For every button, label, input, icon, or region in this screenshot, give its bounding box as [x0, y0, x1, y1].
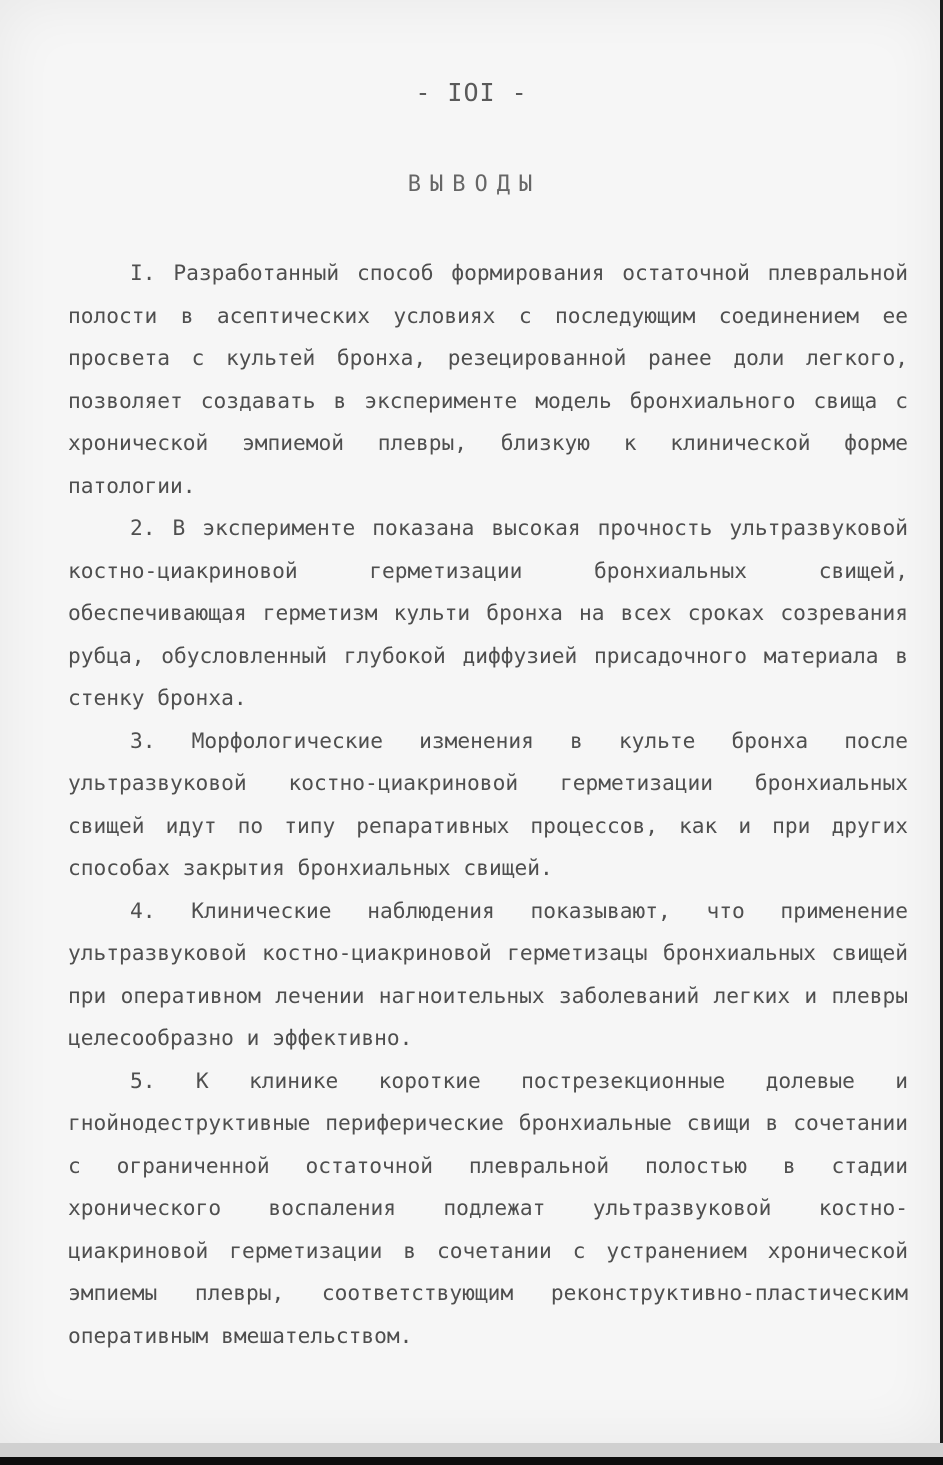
conclusion-item-1: I. Разработанный способ формирования остаточной плевральной полости в асептических условиях с последующим соединением ее просвета с культей бронха, резецированной ранее доли легкого, позволяет создавать в эксперименте модель бронхиального свища с хронической эмпиемой плевры, близкую к клинической форме патологии. [68, 260, 908, 498]
conclusion-item-4: 4. Клинические наблюдения показывают, что применение ультразвуковой костно-циакриновой герметизацы бронхиальных свищей при оперативном лечении нагноительных заболеваний легких и плевры целесообразно и эффективно. [68, 897, 908, 1050]
conclusion-item-3: 3. Морфологические изменения в культе бронха после ультразвуковой костно-циакриновой герметизации бронхиальных свищей идут по типу репаративных процессов, как и при других способах закрытия бронхиальных свищей. [68, 727, 908, 880]
page-number: - IOI - [415, 78, 528, 107]
conclusion-item-2: 2. В эксперименте показана высокая прочность ультразвуковой костно-циакриновой герметизации бронхиальных свищей, обеспечивающая герметизм культи бронха на всех сроках созревания рубца, обусловленный глубокой диффузией присадочного материала в стенку бронха. [68, 515, 908, 710]
conclusions-list [68, 252, 908, 1357]
conclusion-item-5: 5. К клинике короткие пострезекционные долевые и гнойнодеструктивные периферические бронхиальные свищи в сочетании с ограниченной остаточной плевральной полостью в стадии хронического воспаления подлежат ультразвуковой костно-циакриновой герметизации в сочетании с устранением хронической эмпиемы плевры, соответствующим реконструктивно-пластическим оперативным вмешательством. [68, 1067, 908, 1348]
section-heading: ВЫВОДЫ [407, 172, 542, 197]
scan-edge-bottom [0, 1443, 943, 1465]
